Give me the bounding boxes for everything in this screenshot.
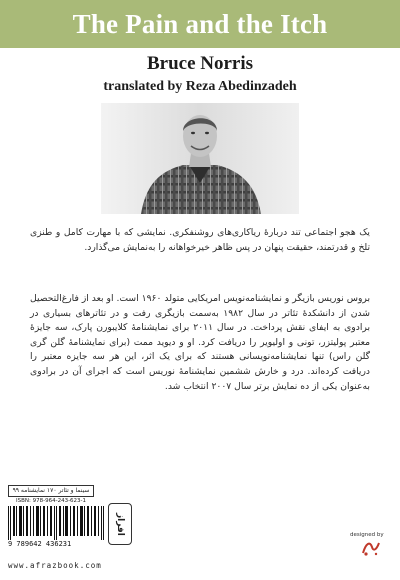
synopsis-paragraph: یک هجو اجتماعی تند دربارهٔ ریاکاری‌های روشنفکری. نمایشی که با مهارت کامل و طنزی تلخ و قدرتمند، حقیقت پنهان در پس ظاهر خیرخواهانه را به‌نمایش می‌گذارد. — [30, 227, 370, 253]
series-label: سینما و تئاتر ۱۷۰ نمایشنامه ۹۹ — [8, 485, 94, 497]
designer-logo-icon — [360, 539, 382, 557]
title-band — [0, 0, 400, 48]
publisher-website: www.afrazbook.com — [8, 561, 102, 570]
translator-credit: translated by Reza Abedinzadeh — [103, 79, 297, 94]
isbn-text: ISBN: 978-964-243-623-1 — [16, 498, 87, 504]
barcode-block — [8, 485, 148, 557]
author-bio-paragraph: بروس نوریس بازیگر و نمایشنامه‌نویس امریکایی متولد ۱۹۶۰ است. او بعد از فارغ‌التحصیل شدن از دانشکدهٔ تئاتر در سال ۱۹۸۲ به‌سمت بازیگری رفت و در تئاترهای بسیاری در برادوی به ایفای نقش پرداخت. در سال ۲۰۱۱ برای نمایشنامهٔ کلایبورن پارک، سه جایزهٔ معتبر پولیتزر، تونی و اولیویر را دریافت کرد. او و دیوید ممت (برای نمایشنامهٔ گلن گری گلن راس) تنها نمایشنامه‌نویسانی هستند که برای یک اثر، این هر سه جایزه معتبر را دریافت کرده‌اند. درد و خارش ششمین نمایشنامهٔ نوریس است که اجرای آن در برادوی به‌عنوان یکی از ده نمایش برتر سال ۲۰۰۷ انتخاب شد. — [30, 293, 371, 392]
publisher-logo: افراز — [108, 503, 132, 545]
book-title: The Pain and the Itch — [72, 8, 328, 39]
barcode-image — [8, 506, 104, 540]
author-photo — [101, 103, 299, 214]
designed-by-label: designed by — [350, 532, 384, 538]
barcode-digits: 9 789642 436231 — [8, 540, 72, 548]
author-name: Bruce Norris — [146, 53, 254, 74]
